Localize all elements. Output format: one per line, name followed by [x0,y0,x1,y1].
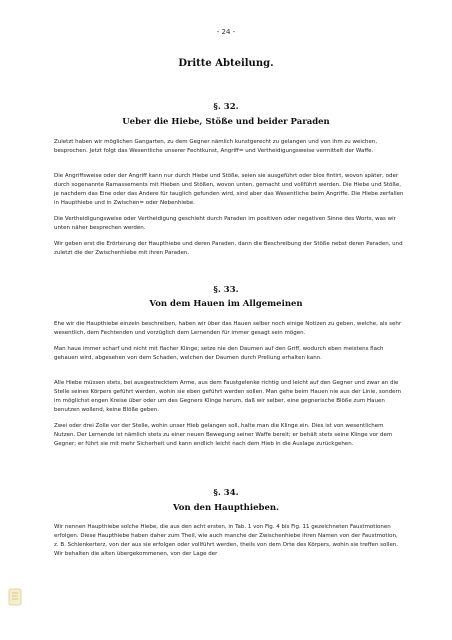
paragraph: Zuletzt haben wir möglichen Gangarten, zu dem Gegner nämlich kunstgerecht zu gelangen und von ihm zu weichen, besprochen. Jetzt folgt das Wesentliche unserer Fechtkunst, Angriff= und Vertheidigungsweise vermittelt der Waffe. [54,139,378,154]
section-number: §. 33. [213,285,239,295]
page-title: Dritte Abteilung. [178,58,274,69]
library-stamp-icon [8,588,22,606]
paragraph: Alle Hiebe müssen stets, bei ausgestrecktem Arme, aus dem Faustgelenke richtig und leicht auf den Gegner und zwar an die Stelle seines Körpers geführt werden, wohin sie eben geführt werden sollen. Man gehe beim Hauen nie aus der Linie, sondern im möglichst engen Kreise über oder um des Gegners Klinge herum, daß wir selber, eine gegnerische Blöße zum Hauen benutzen wollend, keine Blöße geben. [54,380,402,413]
paragraph: Die Vertheidigungsweise oder Vertheidigung geschieht durch Paraden im positiven oder negativen Sinne des Worts, was wir unten näher besprechen werden. [54,216,396,231]
paragraph: Die Angriffsweise oder der Angriff kann nur durch Hiebe und Stöße, seien sie ausgeführt oder blos fintirt, wovon später, oder durch sogenannte Ramassements mit Hieben und Stößen, wovon unten, gemacht und vollführt werden. Die Hiebe und Stöße, je nachdem das Eine oder das Andere für tauglich gefunden wird, sind aber das Wesentliche beim Angriffe. Die Hiebe zerfallen in Haupthiebe und in Zwischen= oder Nebenhiebe. [54,173,404,206]
paragraph: Zwei oder drei Zolle vor der Stelle, wohin unser Hieb gelangen soll, halte man die Klinge ein. Dies ist von wesentlichem Nutzen. Der Lernende ist nämlich stets zu einer neuen Bewegung seiner Waffe bereit; er behält stets seine Klinge vor dem Gegner; er führt sie mit mehr Sicherheit und kann endlich leicht nach dem Hieb in die Auslage zurückgehen. [54,423,393,447]
paragraph: Ehe wir die Haupthiebe einzeln beschreiben, haben wir über das Hauen selber noch einige Notizen zu geben, welche, als sehr wesentlich, dem Fechtenden und vorzüglich dem Lernenden für immer gesagt sein mögen. [54,321,402,336]
section-heading: Von den Haupthieben. [172,503,279,513]
section-number: §. 32. [213,102,239,112]
paragraph: Man haue immer scharf und nicht mit flacher Klinge; setze nie den Daumen auf den Griff, wodurch eben meistens flach gehauen wird, abgesehen von dem Schaden, welchen der Daumen durch Prellung erhalten kann. [54,346,384,361]
page-number: - 24 - [216,28,236,36]
section-heading: Von dem Hauen im Allgemeinen [149,299,303,309]
section-heading: Ueber die Hiebe, Stöße und beider Paraden [122,117,330,127]
paragraph: Wir geben erst die Erörterung der Haupthiebe und deren Paraden, dann die Beschreibung der Stöße nebst deren Paraden, und zuletzt die der Zwischenhiebe mit ihren Paraden. [54,241,403,256]
paragraph: Wir nennen Haupthiebe solche Hiebe, die aus den acht ersten, in Tab. 1 von Fig. 4 bis Fig. 11 gezeichneten Faustmotionen erfolgen. Diese Haupthiebe haben daher zum Theil, wie auch manche der Zwischenhiebe ihren Namen von der Faustmotion, z. B. Schlenkerterz, von der aus sie erfolgen oder vollführt werden, theils von dem Orte des Körpers, wohin sie treffen sollen. Wir behalten die alten übergekommenen, von der Lage der [54,524,399,557]
section-number: §. 34. [213,488,239,498]
